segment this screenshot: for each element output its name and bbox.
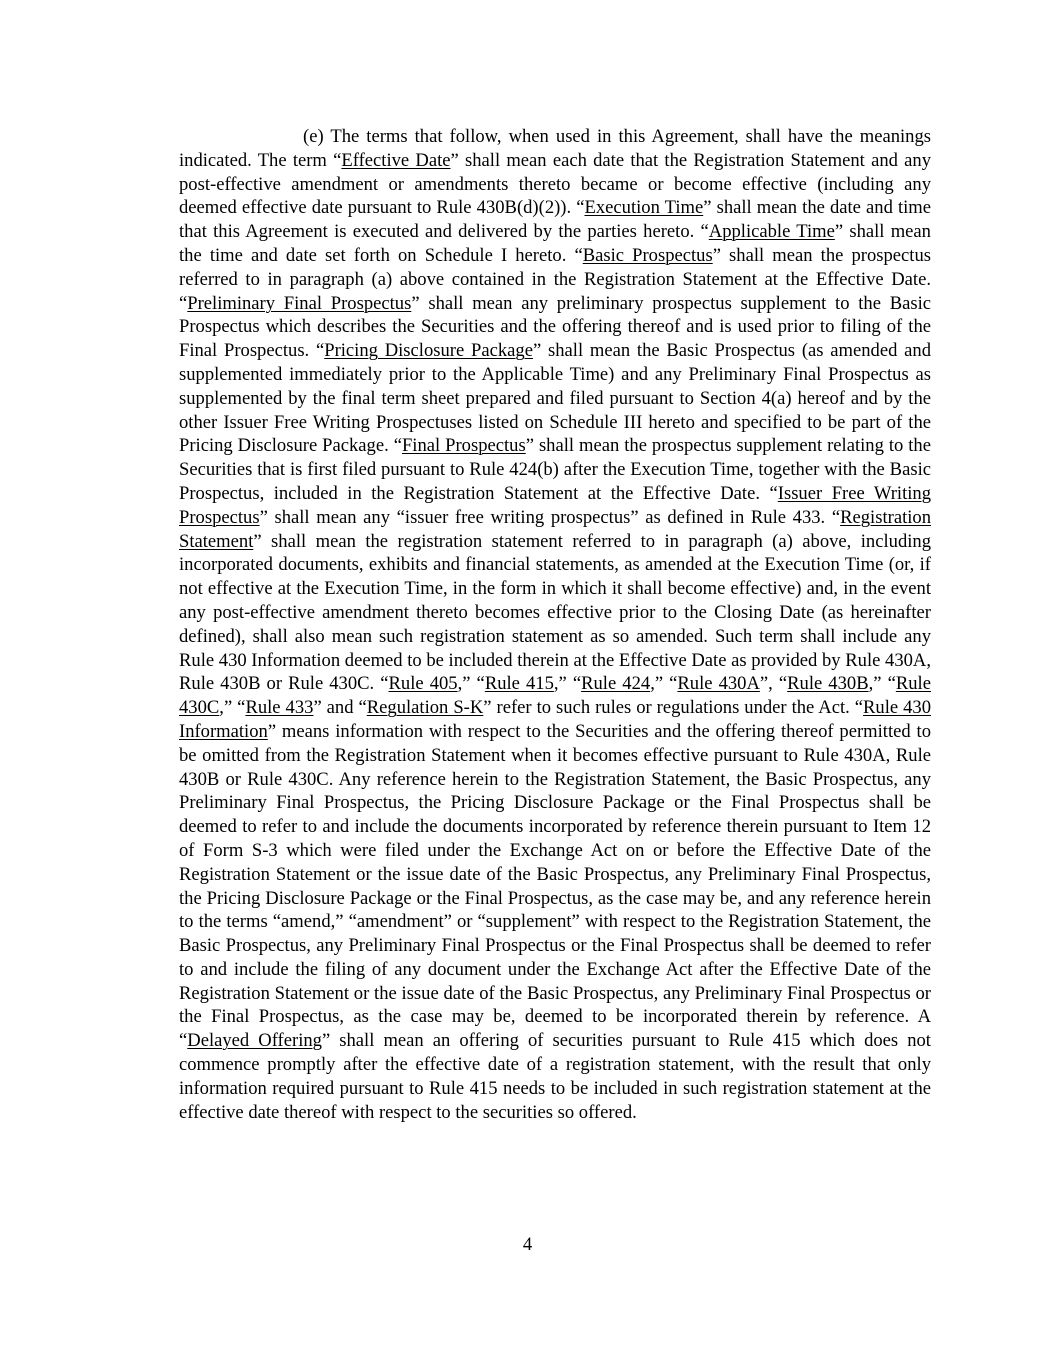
defined-term: Final Prospectus xyxy=(401,435,526,457)
defined-term: Effective Date xyxy=(341,149,451,171)
paragraph-definitions xyxy=(179,125,931,1124)
text-run: ,” “ xyxy=(868,673,896,695)
defined-term: Delayed Offering xyxy=(187,1030,322,1052)
text-run: ,” “ xyxy=(219,697,246,719)
defined-term: Rule 430C xyxy=(179,673,931,719)
text-run: ” shall mean the Basic Prospectus (as amended and supplemented immediately prior to the Applicable Time) and any Preliminary Final Prospectus as supplemented by the final term sheet prepared and filed pursuant to Section 4(a) hereof and by the other Issuer Free Writing Prospectuses listed on Schedule III hereto and specified to be part of the Pricing Disclosure Package. “ xyxy=(179,340,931,457)
text-run: ” means information with respect to the Securities and the offering thereof permitted to be omitted from the Registration Statement when it becomes effective pursuant to Rule 430A, Rule 430B or Rule 430C. Any reference herein to the Registration Statement, the Basic Prospectus, any Preliminary Final Prospectus, the Pricing Disclosure Package or the Final Prospectus shall be deemed to refer to and include the documents incorporated by reference therein pursuant to Item 12 of Form S-3 which were filed under the Exchange Act on or before the Effective Date of the Registration Statement or the issue date of the Basic Prospectus, any Preliminary Final Prospectus, the Pricing Disclosure Package or the Final Prospectus, as the case may be, and any reference herein to the terms “amend,” “amendment” or “supplement” with respect to the Registration Statement, the Basic Prospectus, any Preliminary Final Prospectus or the Final Prospectus shall be deemed to refer to and include the filing of any document under the Exchange Act after the Effective Date of the Registration Statement or the issue date of the Basic Prospectus, any Preliminary Final Prospectus or the Final Prospectus, as the case may be, deemed to be incorporated therein by reference. A “ xyxy=(179,720,931,1052)
defined-term: Rule 415 xyxy=(484,673,554,695)
text-run: (e) The terms that follow, when used in this Agreement, shall have the meanings indicated. The term “ xyxy=(179,126,931,171)
defined-term: Rule 433 xyxy=(245,697,314,719)
text-run: ” shall mean any preliminary prospectus supplement to the Basic Prospectus which describes the Securities and the offering thereof and is used prior to filing of the Final Prospectus. “ xyxy=(179,292,932,362)
defined-term: Regulation S-K xyxy=(366,697,484,719)
defined-term: Rule 430A xyxy=(677,673,760,695)
text-run: ,” “ xyxy=(553,673,582,695)
text-run: ” shall mean the registration statement referred to in paragraph (a) above, including incorporated documents, exhibits and financial statements, as amended at the Execution Time (or, if not effective at the Execution Time, in the form in which it shall become effective) and, in the event any post-effective amendment thereto becomes effective prior to the Closing Date (as hereinafter defined), shall also mean such registration statement as so amended. Such term shall include any Rule 430 Information deemed to be included therein at the Effective Date as provided by Rule 430A, Rule 430B or Rule 430C. “ xyxy=(179,530,931,695)
text-run: ” shall mean the prospectus supplement relating to the Securities that is first filed pursuant to Rule 424(b) after the Execution Time, together with the Basic Prospectus, included in the Registration Statement at the Effective Date. “ xyxy=(179,435,931,504)
text-run: ” refer to such rules or regulations under the Act. “ xyxy=(483,697,863,719)
defined-term: Rule 405 xyxy=(388,673,458,695)
text-run: ” shall mean the prospectus referred to in paragraph (a) above contained in the Registration Statement at the Effective Date. “ xyxy=(179,244,931,314)
defined-term: Registration Statement xyxy=(179,506,931,552)
defined-term: Issuer Free Writing Prospectus xyxy=(179,482,931,528)
text-run: ” shall mean each date that the Registration Statement and any post-effective amendment or amendments thereto became or become effective (including any deemed effective date pursuant to Rule 430B(d)(2)). “ xyxy=(179,149,931,219)
text-run: ” shall mean an offering of securities pursuant to Rule 415 which does not commence promptly after the effective date of a registration statement, with the result that only information required pursuant to Rule 415 needs to be included in such registration statement at the effective date thereof with respect to the securities so offered. xyxy=(179,1030,931,1123)
defined-term: Rule 430 Information xyxy=(179,697,931,742)
text-run: ” shall mean any “issuer free writing prospectus” as defined in Rule 433. “ xyxy=(259,506,841,528)
defined-term: Rule 430B xyxy=(787,673,869,695)
page-number: 4 xyxy=(522,1234,533,1255)
text-run: ,” “ xyxy=(650,673,678,695)
defined-term: Execution Time xyxy=(584,197,704,219)
text-run: ” shall mean the time and date set forth on Schedule I hereto. “ xyxy=(179,221,931,266)
defined-term: Applicable Time xyxy=(708,221,835,243)
defined-term: Rule 424 xyxy=(581,673,651,695)
text-run: ” shall mean the date and time that this Agreement is executed and delivered by the parties hereto. “ xyxy=(179,197,932,243)
defined-term: Basic Prospectus xyxy=(582,244,713,266)
defined-term: Pricing Disclosure Package xyxy=(324,340,533,362)
defined-term: Preliminary Final Prospectus xyxy=(187,292,412,314)
text-run: ”, “ xyxy=(759,673,788,695)
text-run: ,” “ xyxy=(457,673,485,695)
text-run: ” and “ xyxy=(313,697,367,719)
